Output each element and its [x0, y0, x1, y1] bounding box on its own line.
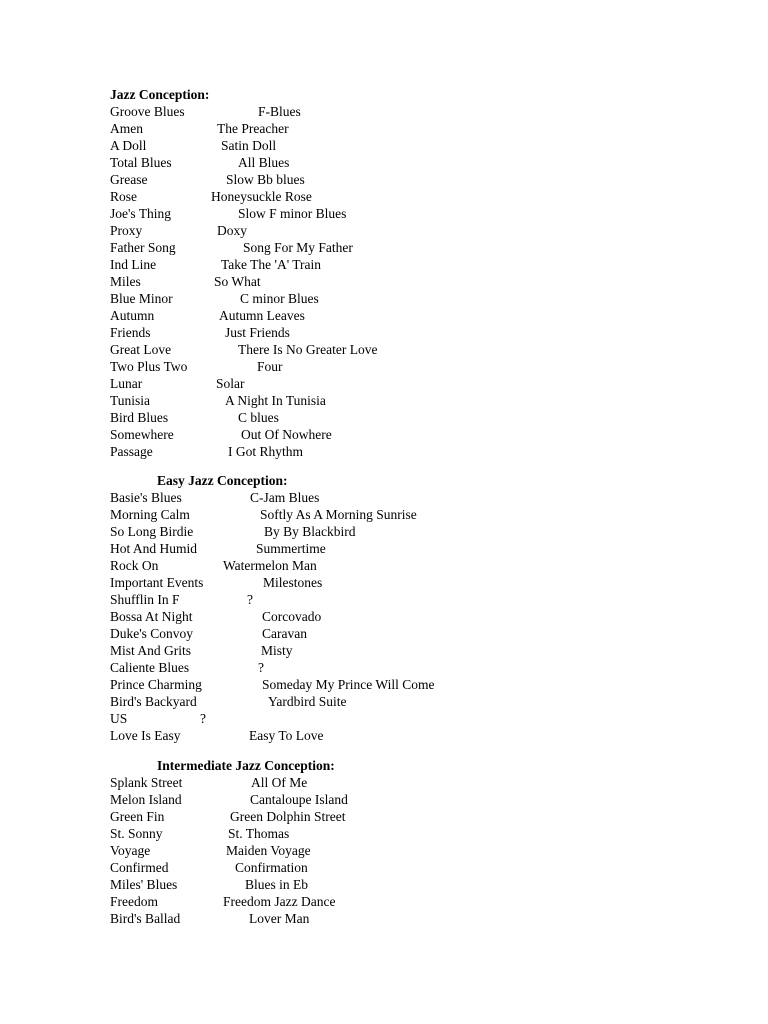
list-item: [0, 489, 768, 506]
original-tune: Satin Doll: [221, 138, 277, 153]
tune-title: Bird's Ballad: [110, 911, 181, 926]
original-tune: Four: [257, 359, 283, 374]
original-tune: Freedom Jazz Dance: [223, 894, 336, 909]
tune-title: Miles' Blues: [110, 877, 178, 892]
tune-title: Blue Minor: [110, 291, 173, 306]
original-tune: C blues: [238, 410, 279, 425]
original-tune: Watermelon Man: [223, 558, 317, 573]
tune-title: Amen: [110, 121, 143, 136]
original-tune: Autumn Leaves: [219, 308, 305, 323]
list-item: [0, 103, 768, 120]
original-tune: Honeysuckle Rose: [211, 189, 312, 204]
original-tune: Lover Man: [249, 911, 310, 926]
original-tune: Take The 'A' Train: [221, 257, 322, 272]
list-item: [0, 693, 768, 710]
tune-title: Caliente Blues: [110, 660, 190, 675]
section-heading: Intermediate Jazz Conception:: [157, 758, 335, 773]
tune-title: Bird Blues: [110, 410, 169, 425]
list-item: [0, 791, 768, 808]
tune-title: Morning Calm: [110, 507, 190, 522]
section-heading: Easy Jazz Conception:: [157, 473, 288, 488]
original-tune: Someday My Prince Will Come: [262, 677, 435, 692]
original-tune: Slow F minor Blues: [238, 206, 347, 221]
list-item: [0, 625, 768, 642]
tune-title: Melon Island: [110, 792, 182, 807]
list-item: [0, 222, 768, 239]
original-tune: Summertime: [256, 541, 326, 556]
tune-title: Total Blues: [110, 155, 172, 170]
tune-title: Ind Line: [110, 257, 157, 272]
list-item: [0, 324, 768, 341]
original-tune: ?: [200, 711, 206, 726]
original-tune: Confirmation: [235, 860, 308, 875]
list-item: [0, 188, 768, 205]
original-tune: There Is No Greater Love: [238, 342, 378, 357]
tune-title: Bossa At Night: [110, 609, 193, 624]
list-item: [0, 375, 768, 392]
list-item: [0, 523, 768, 540]
list-item: [0, 392, 768, 409]
list-item: [0, 842, 768, 859]
list-item: [0, 205, 768, 222]
tune-title: Groove Blues: [110, 104, 185, 119]
list-item: [0, 506, 768, 523]
list-item: [0, 710, 768, 727]
tune-title: Joe's Thing: [110, 206, 172, 221]
original-tune: Softly As A Morning Sunrise: [260, 507, 417, 522]
tune-title: Mist And Grits: [110, 643, 192, 658]
tune-title: US: [110, 711, 128, 726]
list-item: [0, 307, 768, 324]
tune-title: A Doll: [110, 138, 147, 153]
list-item: [0, 239, 768, 256]
tune-title: Confirmed: [110, 860, 169, 875]
list-item: [0, 774, 768, 791]
original-tune: Blues in Eb: [245, 877, 308, 892]
tune-title: Grease: [110, 172, 148, 187]
tune-title: Friends: [110, 325, 151, 340]
original-tune: C-Jam Blues: [250, 490, 320, 505]
tune-title: Tunisia: [110, 393, 151, 408]
list-item: [0, 893, 768, 910]
tune-title: Rock On: [110, 558, 159, 573]
tune-title: Autumn: [110, 308, 155, 323]
list-item: [0, 876, 768, 893]
tune-title: Passage: [110, 444, 153, 459]
tune-title: Prince Charming: [110, 677, 202, 692]
tune-title: So Long Birdie: [110, 524, 194, 539]
list-item: [0, 409, 768, 426]
list-item: [0, 676, 768, 693]
tune-title: Great Love: [110, 342, 172, 357]
list-item: [0, 825, 768, 842]
original-tune: A Night In Tunisia: [225, 393, 326, 408]
original-tune: Cantaloupe Island: [250, 792, 348, 807]
original-tune: I Got Rhythm: [228, 444, 304, 459]
list-item: [0, 256, 768, 273]
section-heading: Jazz Conception:: [110, 87, 210, 102]
list-item: [0, 154, 768, 171]
tune-title: Duke's Convoy: [110, 626, 194, 641]
original-tune: ?: [247, 592, 253, 607]
list-item: [0, 341, 768, 358]
tune-title: Freedom: [110, 894, 158, 909]
original-tune: C minor Blues: [240, 291, 319, 306]
original-tune: Corcovado: [262, 609, 322, 624]
tune-title: Voyage: [110, 843, 151, 858]
list-item: [0, 727, 768, 744]
original-tune: ?: [258, 660, 264, 675]
list-item: [0, 808, 768, 825]
list-item: [0, 557, 768, 574]
tune-title: Hot And Humid: [110, 541, 198, 556]
tune-title: Rose: [110, 189, 137, 204]
original-tune: Solar: [216, 376, 245, 391]
list-item: [0, 642, 768, 659]
list-item: [0, 273, 768, 290]
tune-title: Bird's Backyard: [110, 694, 197, 709]
tune-title: Somewhere: [110, 427, 174, 442]
list-item: [0, 591, 768, 608]
original-tune: By By Blackbird: [264, 524, 356, 539]
original-tune: St. Thomas: [228, 826, 290, 841]
tune-title: Miles: [110, 274, 141, 289]
list-item: [0, 137, 768, 154]
tune-title: Important Events: [110, 575, 204, 590]
original-tune: Song For My Father: [243, 240, 353, 255]
original-tune: Maiden Voyage: [226, 843, 311, 858]
original-tune: Green Dolphin Street: [230, 809, 346, 824]
original-tune: So What: [214, 274, 261, 289]
original-tune: Yardbird Suite: [268, 694, 347, 709]
original-tune: The Preacher: [217, 121, 289, 136]
original-tune: Doxy: [217, 223, 247, 238]
list-item: [0, 574, 768, 591]
list-item: [0, 426, 768, 443]
tune-title: Basie's Blues: [110, 490, 182, 505]
tune-title: Splank Street: [110, 775, 183, 790]
tune-title: Proxy: [110, 223, 143, 238]
original-tune: All Of Me: [251, 775, 308, 790]
original-tune: Milestones: [263, 575, 323, 590]
list-item: [0, 171, 768, 188]
tune-title: Green Fin: [110, 809, 165, 824]
tune-title: Lunar: [110, 376, 143, 391]
list-item: [0, 443, 768, 460]
original-tune: Caravan: [262, 626, 307, 641]
original-tune: Out Of Nowhere: [241, 427, 332, 442]
original-tune: All Blues: [238, 155, 290, 170]
tune-title: Father Song: [110, 240, 176, 255]
original-tune: Misty: [261, 643, 293, 658]
original-tune: Easy To Love: [249, 728, 324, 743]
list-item: [0, 910, 768, 927]
tune-title: Shufflin In F: [110, 592, 180, 607]
tune-title: St. Sonny: [110, 826, 163, 841]
original-tune: Slow Bb blues: [226, 172, 305, 187]
list-item: [0, 120, 768, 137]
list-item: [0, 608, 768, 625]
list-item: [0, 659, 768, 676]
tune-title: Love Is Easy: [110, 728, 181, 743]
original-tune: Just Friends: [225, 325, 290, 340]
list-item: [0, 859, 768, 876]
list-item: [0, 290, 768, 307]
original-tune: F-Blues: [258, 104, 301, 119]
list-item: [0, 540, 768, 557]
list-item: [0, 358, 768, 375]
tune-title: Two Plus Two: [110, 359, 188, 374]
